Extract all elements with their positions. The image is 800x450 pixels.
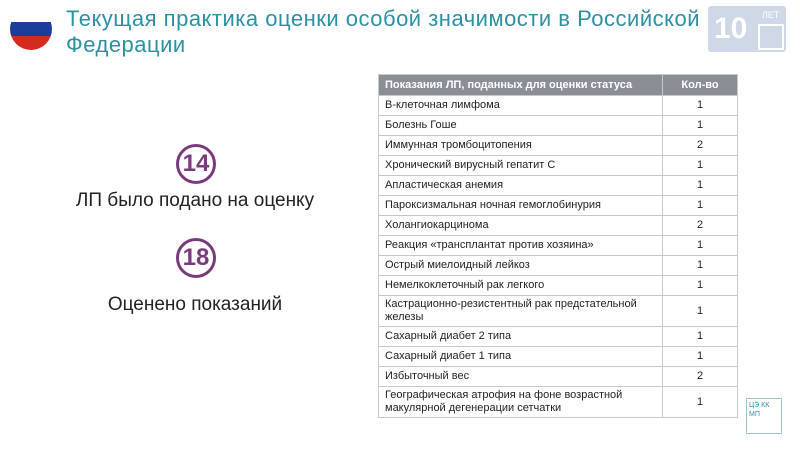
table-row: [379, 136, 738, 156]
count-cell: 1: [663, 236, 738, 256]
count-cell: 1: [663, 347, 738, 367]
stat-value-assessed: 18: [176, 238, 216, 278]
count-cell: 1: [663, 176, 738, 196]
anniversary-logo: [708, 6, 786, 52]
table-row: [379, 347, 738, 367]
stat-label-submitted: ЛП было подано на оценку: [75, 190, 315, 211]
table-row: [379, 276, 738, 296]
count-cell: 1: [663, 116, 738, 136]
table-row: [379, 327, 738, 347]
table-row: [379, 387, 738, 418]
count-cell: 1: [663, 96, 738, 116]
table-row: [379, 96, 738, 116]
indication-cell: Сахарный диабет 2 типа: [379, 327, 663, 347]
table-row: [379, 176, 738, 196]
table-row: [379, 116, 738, 136]
table-row: [379, 196, 738, 216]
count-cell: 1: [663, 387, 738, 418]
count-cell: 2: [663, 216, 738, 236]
count-cell: 2: [663, 136, 738, 156]
russia-flag-icon: [10, 8, 52, 50]
table-row: [379, 296, 738, 327]
table-header-row: [379, 75, 738, 96]
count-cell: 1: [663, 276, 738, 296]
table-row: [379, 216, 738, 236]
table-row: [379, 156, 738, 176]
indication-cell: Пароксизмальная ночная гемоглобинурия: [379, 196, 663, 216]
count-cell: 1: [663, 156, 738, 176]
indication-cell: Хронический вирусный гепатит С: [379, 156, 663, 176]
indications-table: [378, 74, 738, 418]
table-row: [379, 236, 738, 256]
table-row: [379, 367, 738, 387]
column-header-indication: Показания ЛП, поданных для оценки статуса: [379, 75, 663, 96]
corner-logo: ЦЭ КК МП: [746, 398, 782, 434]
indication-cell: Кастрационно-резистентный рак предстательной железы: [379, 296, 663, 327]
indication-cell: Апластическая анемия: [379, 176, 663, 196]
logo-suffix: ЛЕТ: [762, 10, 780, 20]
count-cell: 1: [663, 327, 738, 347]
logo-mark-icon: [758, 24, 784, 50]
count-cell: 2: [663, 367, 738, 387]
count-cell: 1: [663, 296, 738, 327]
indication-cell: Реакция «трансплантат против хозяина»: [379, 236, 663, 256]
stat-value-submitted: 14: [176, 144, 216, 184]
indication-cell: В-клеточная лимфома: [379, 96, 663, 116]
stat-label-assessed: Оценено показаний: [107, 294, 283, 315]
indication-cell: Холангиокарцинома: [379, 216, 663, 236]
indication-cell: Сахарный диабет 1 типа: [379, 347, 663, 367]
indication-cell: Острый миелоидный лейкоз: [379, 256, 663, 276]
indication-cell: Болезнь Гоше: [379, 116, 663, 136]
count-cell: 1: [663, 256, 738, 276]
slide-title: Текущая практика оценки особой значимости в Российской Федерации: [66, 6, 700, 57]
indication-cell: Иммунная тромбоцитопения: [379, 136, 663, 156]
indication-cell: Немелкоклеточный рак легкого: [379, 276, 663, 296]
indication-cell: Избыточный вес: [379, 367, 663, 387]
logo-number: 10: [714, 12, 748, 45]
count-cell: 1: [663, 196, 738, 216]
table-row: [379, 256, 738, 276]
column-header-count: Кол-во: [663, 75, 738, 96]
indication-cell: Географическая атрофия на фоне возрастной макулярной дегенерации сетчатки: [379, 387, 663, 418]
